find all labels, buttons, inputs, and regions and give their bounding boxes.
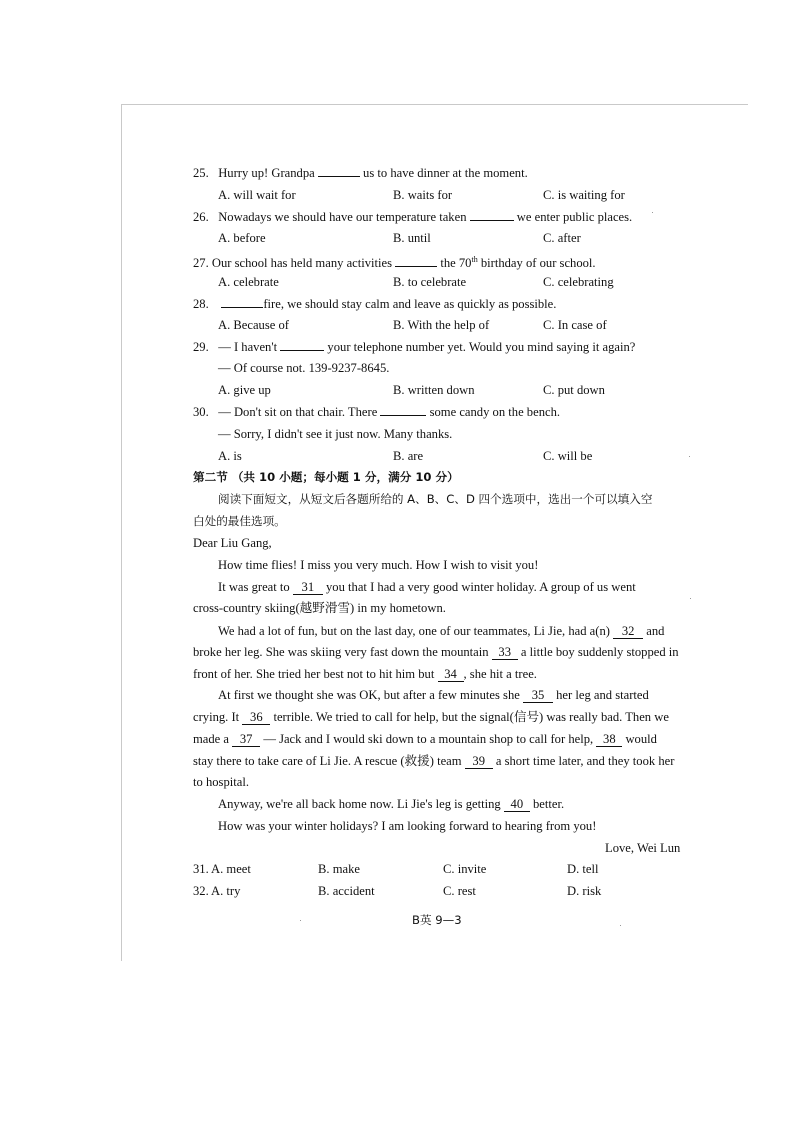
question-stem-end: birthday of our school. [477,256,596,271]
option-a: A. is [218,449,242,463]
blank-33: 33 [492,645,518,660]
question-number: 30. [193,405,209,419]
question-stem-end: we enter public places. [513,210,633,224]
question-29 [193,339,635,355]
blank-37: 37 [232,732,260,747]
question-stem: Hurry up! Grandpa [218,166,318,180]
option-b: B. waits for [393,188,453,202]
section-title: 第二节 （共 10 小题；每小题 1 分，满分 10 分） [193,470,459,484]
letter-line [218,579,636,595]
text: to hospital. [193,775,249,789]
scan-speckle [300,920,301,921]
question-stem-end: your telephone number yet. Would you mind saying it again? [324,340,636,354]
answer-blank [318,176,360,177]
option-b: B. With the help of [393,318,490,332]
option-a: A. meet [211,862,251,876]
blank-39: 39 [465,754,493,769]
option-b: B. make [318,862,360,876]
scan-speckle [690,598,691,599]
letter-line [218,687,649,703]
letter-paragraph-1: How time flies! I miss you very much. How I wish to visit you! [218,558,539,572]
letter-paragraph-6: How was your winter holidays? I am looking forward to hearing from you! [218,819,597,833]
section-instruction-cont: 白处的最佳选项。 [193,514,286,528]
dialogue-reply: — Sorry, I didn't see it just now. Many thanks. [218,427,453,441]
scan-speckle [652,212,653,213]
question-number: 26. [193,210,209,224]
question-stem: — Don't sit on that chair. There [218,405,381,419]
option-b: B. accident [318,884,375,898]
question-number: 29. [193,340,209,354]
option-b: B. are [393,449,424,463]
text: It was great to [218,580,293,594]
choice-number: 31. [193,862,209,876]
text: , she hit a tree. [463,667,537,681]
blank-35: 35 [523,688,553,703]
text: better. [529,797,565,811]
letter-line [193,709,669,725]
option-c: C. celebrating [543,275,614,289]
blank-34: 34 [438,667,464,682]
section-instruction: 阅读下面短文，从短文后各题所给的 A、B、C、D 四个选项中，选出一个可以填入空 [218,492,653,506]
text: At first we thought she was OK, but after a few minutes she [218,688,523,702]
option-d: D. tell [567,862,599,876]
option-b: B. to celebrate [393,275,467,289]
letter-line [193,666,537,682]
question-stem: — I haven't [218,340,281,354]
blank-32: 32 [613,624,643,639]
letter-line [193,774,249,790]
question-25 [193,165,528,181]
option-a: A. before [218,231,266,245]
text: Anyway, we're all back home now. Li Jie's leg is getting [218,797,504,811]
text: a little boy suddenly stopped in [517,645,679,659]
option-b: B. until [393,231,431,245]
question-number: 28. [193,297,209,311]
text: — Jack and I would ski down to a mountain shop to call for help, [260,732,597,746]
blank-36: 36 [242,710,270,725]
option-a: A. give up [218,383,271,397]
question-number: 27. [193,256,209,271]
option-a: A. try [211,884,241,898]
text: broke her leg. She was skiing very fast down the mountain [193,645,492,659]
answer-blank [221,307,263,308]
choice-row-32 [193,883,602,899]
question-28 [193,296,556,312]
letter-line [193,731,657,747]
question-stem-end: us to have dinner at the moment. [359,166,528,180]
option-c: C. is waiting for [543,188,625,202]
text: stay there to take care of Li Jie. A rescue (救援) team [193,754,465,768]
letter-line [218,623,664,639]
choice-row-31 [193,861,599,877]
choice-number: 32. [193,884,209,898]
text: and [643,624,665,638]
answer-blank [280,350,324,351]
question-stem: Nowadays we should have our temperature taken [218,210,470,224]
option-c: C. invite [443,862,487,876]
option-a: A. Because of [218,318,289,332]
text: would [622,732,657,746]
scan-speckle [689,456,690,457]
question-stem: Our school has held many activities [211,256,396,271]
option-a: A. celebrate [218,275,279,289]
text: a short time later, and they took her [492,754,675,768]
letter-line [218,796,564,812]
option-d: D. risk [567,884,602,898]
text: crying. It [193,710,243,724]
letter-line [193,600,446,616]
letter-line [193,753,674,769]
question-number: 25. [193,166,209,180]
question-30 [193,404,560,420]
superscript: th [471,255,478,264]
text: made a [193,732,233,746]
blank-31: 31 [293,580,323,595]
option-c: C. after [543,231,581,245]
question-26 [193,209,632,225]
text: terrible. We tried to call for help, but the signal(信号) was really bad. Then we [270,710,669,724]
letter-line [193,644,679,660]
blank-38: 38 [596,732,622,747]
answer-blank [470,220,514,221]
option-c: C. will be [543,449,593,463]
dialogue-reply: — Of course not. 139-9237-8645. [218,361,390,375]
text: cross-country skiing(越野滑雪) in my hometown. [193,601,446,615]
answer-blank [395,266,437,267]
text: front of her. She tried her best not to hit him but [193,667,438,681]
answer-blank [380,415,426,416]
page-footer: B英 9—3 [412,913,462,927]
question-27 [193,252,596,271]
option-c: C. rest [443,884,476,898]
option-a: A. will wait for [218,188,296,202]
option-c: C. In case of [543,318,607,332]
text: We had a lot of fun, but on the last day, one of our teammates, Li Jie, had a(n) [218,624,614,638]
option-b: B. written down [393,383,475,397]
letter-closing: Love, Wei Lun [605,841,681,855]
text: you that I had a very good winter holiday. A group of us went [322,580,636,594]
scan-speckle [620,925,621,926]
question-stem: fire, we should stay calm and leave as quickly as possible. [263,297,557,311]
question-stem-end: some candy on the bench. [426,405,561,419]
question-stem-mid: the 70 [437,256,472,271]
text: her leg and started [552,688,649,702]
option-c: C. put down [543,383,605,397]
blank-40: 40 [504,797,530,812]
letter-greeting: Dear Liu Gang, [193,536,272,550]
